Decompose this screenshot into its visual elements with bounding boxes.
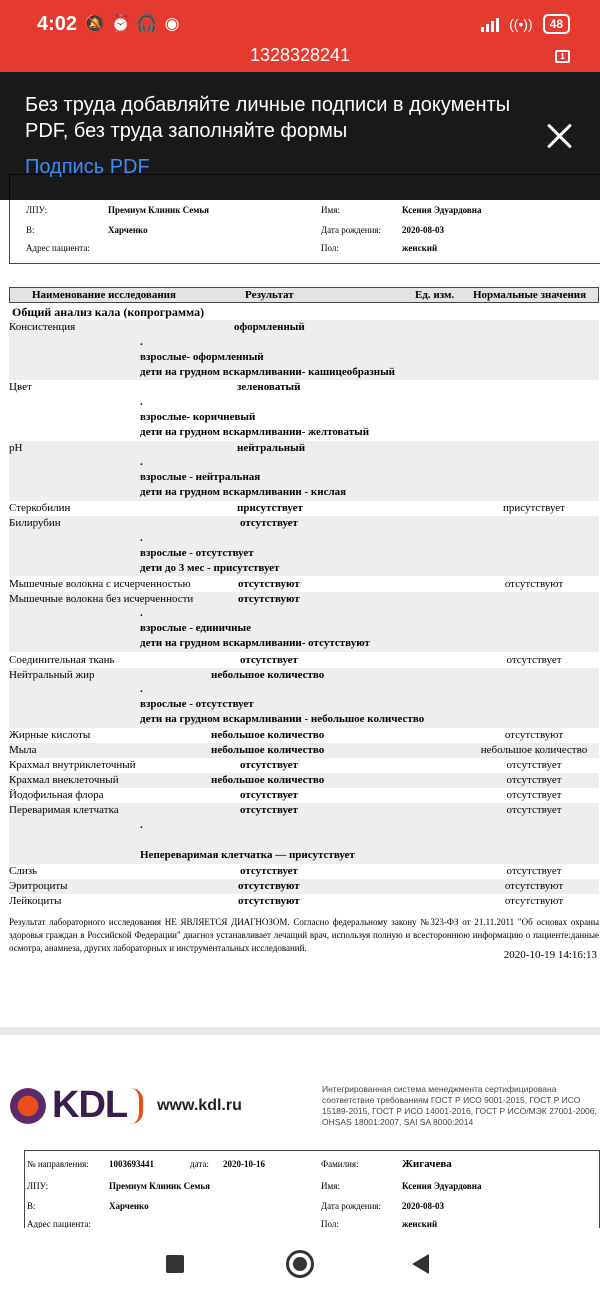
pdf-signature-link[interactable]: Подпись PDF [25, 156, 150, 178]
document-title: 1328328241 [249, 45, 351, 65]
app-notification-icon: ◉ [164, 14, 180, 33]
table-row: Мышечные волокна с исчерченностью отсутствуют отсутствуют [9, 578, 564, 590]
table-row: pH нейтральный [9, 442, 306, 454]
table-row: Крахмал внутриклеточный отсутствует отсутствует [9, 759, 562, 771]
signal-icon [481, 16, 499, 32]
status-bar [0, 0, 600, 44]
notification-icons [84, 14, 182, 34]
patient-header: ЛПУ: Премиум Клиник Семья В: Харченко Адрес пациента: Имя: Ксения Эдуардовна Дата рождения: 2020-08-03 Пол: женский [9, 174, 600, 264]
website-link[interactable]: www.kdl.ru [157, 1096, 242, 1114]
table-row: Цвет зеленоватый [9, 381, 301, 393]
headphones-icon: 🎧 [136, 14, 158, 33]
banner-text: Без труда добавляйте личные подписи в документы PDF, без труда заполняйте формы [25, 94, 511, 142]
pdf-page[interactable]: ЛПУ: Премиум Клиник Семья В: Харченко Адрес пациента: Имя: Ксения Эдуардовна Дата рождения: 2020-08-03 Пол: женский Наименование исследования Результат Ед. изм. Нормальные значения Общий анализ кала (копрограмма) Консистенция оформленный . взрослые- оформленный дети на грудном вскармливании- кашицеобразный Цвет зеленоватый . взрослые- коричневый дети на грудном вскармливании- желтоватый pH нейтральный . взрослые - нейтральная дети на грудном вскармливании - кислая Стеркобилин присутствует присутствует Билирубин отсутствует . взрослые - отсутствует дети до 3 мес - присутствует Мышечные волокна с исчерченностью отсутствуют отсутствуют Мышечные волокна без исчерченности отсутствуют . взрослые - единичные дети на грудном вскармливании- отсутствуют Соединительная ткань отсутствует отсутствует Нейтральный жир небольшое количество . взрослые - отсутствует дети на грудном вскармливании - небольшое количество Жирные кислоты небольшое количество отсутствуют Мыла небольшое количество небольшое количество Крахмал внутриклеточный отсутствует отсутствует Крахмал внеклеточный небольшое количество отсутствует Йодофильная флора отсутствует отсутствует Переваримая клетчатка отсутствует отсутствует . Непереваримая клетчатка — присутствует Слизь отсутствует отсутствует Эритроциты отсутствуют отсутствуют Лейкоциты отсутствуют отсутствуют Результат лабораторного исследования НЕ ЯВЛЯЕТСЯ ДИАГНОЗОМ. Согласно федеральному закону №323-ФЗ от 21.11.2011 "Об основах охраны здоровья граждан в Российской Федерации" диагноз устанавливает лечащий врач, используя полную и всестороннюю информацию о пациенте:данные осмотра, анамнеза, других лабораторных и инструментальных исследований. 2020-10-19 14:16:13 KDL www.kdl.ru Интегрированная система менеджмента сертифицирована соответствие требованиям ГОСТ Р ИСО 9001-2015, ГОСТ Р ИСО 15189-2015, ГОСТ Р ИСО 14001-2016, ГОСТ Р ИСО/МЭК 27001-2006, OHSAS 18001:2007, SAI SA 8000:2014 № направления: 1003693441 дата: 2020-10-16 Фамилия: Жигачева ЛПУ: Премиум Клиник Семья Имя: Ксения Эдуардовна В: Харченко Дата рождения: 2020-08-03 Адрес пациента: Пол: женский [0, 72, 600, 1228]
section-title: Общий анализ кала (копрограмма) [12, 305, 205, 319]
table-row: Соединительная ткань отсутствует отсутствует [9, 654, 562, 666]
table-row: Билирубин отсутствует [9, 517, 298, 529]
battery-icon: 48 [543, 14, 570, 34]
disclaimer-note: Результат лабораторного исследования НЕ ЯВЛЯЕТСЯ ДИАГНОЗОМ. Согласно федеральному закону №323-ФЗ от 21.11.2011 "Об основах охраны здоровья граждан в Российской Федерации" диагноз устанавливает лечащий врач, используя полную и всестороннюю информацию о пациенте:данные осмотра, анамнеза, других лабораторных и инструментальных исследований. [9, 917, 599, 953]
report-timestamp: 2020-10-19 14:16:13 [503, 949, 597, 961]
close-icon[interactable] [544, 120, 576, 152]
table-row: Эритроциты отсутствуют отсутствуют [9, 879, 599, 894]
kdl-logo-icon [10, 1088, 46, 1124]
page-icon[interactable]: 1 [555, 50, 570, 63]
table-row: Переваримая клетчатка отсутствует отсутствует [9, 804, 562, 816]
kdl-logo: KDL www.kdl.ru [10, 1084, 242, 1127]
table-row: Стеркобилин присутствует присутствует [9, 502, 565, 514]
table-row: Йодофильная флора отсутствует отсутствует [9, 789, 562, 801]
table-row: Крахмал внеклеточный небольшое количество отсутствует [9, 773, 599, 788]
system-navigation-bar [0, 1228, 600, 1299]
document-title-bar [0, 44, 600, 72]
table-row: Жирные кислоты небольшое количество отсутствуют [9, 729, 564, 741]
alarm-icon: ⏰ [110, 14, 132, 33]
patient-header-page2: № направления: 1003693441 дата: 2020-10-16 Фамилия: Жигачева ЛПУ: Премиум Клиник Семья Имя: Ксения Эдуардовна В: Харченко Дата рождения: 2020-08-03 Адрес пациента: Пол: женский [24, 1150, 600, 1228]
home-icon[interactable] [286, 1250, 314, 1278]
table-row: Мыла небольшое количество небольшое количество [9, 743, 599, 758]
recents-icon[interactable] [166, 1255, 184, 1273]
mute-bell-icon: 🔕 [84, 14, 106, 33]
pdf-signature-banner [0, 72, 600, 200]
clock: 4:02 [37, 13, 78, 35]
table-header: Наименование исследования Результат Ед. изм. Нормальные значения [9, 287, 599, 303]
table-row: Слизь отсутствует отсутствует [9, 865, 562, 877]
wifi-icon: ((•)) [509, 16, 533, 32]
back-icon[interactable] [412, 1254, 429, 1274]
table-row: Мышечные волокна без исчерченности отсутствуют [9, 593, 300, 605]
table-row: Консистенция оформленный [9, 321, 305, 333]
table-row: Лейкоциты отсутствуют отсутствуют [9, 895, 564, 907]
page-divider [0, 1027, 600, 1035]
table-row: Нейтральный жир небольшое количество [9, 669, 325, 681]
certification-text: Интегрированная система менеджмента сертифицирована соответствие требованиям ГОСТ Р ИСО 9001-2015, ГОСТ Р ИСО 15189-2015, ГОСТ Р ИСО 14001-2016, ГОСТ Р ИСО/МЭК 27001-2006, OHSAS 18001:2007, SAI SA 8000:2014 [322, 1084, 597, 1127]
